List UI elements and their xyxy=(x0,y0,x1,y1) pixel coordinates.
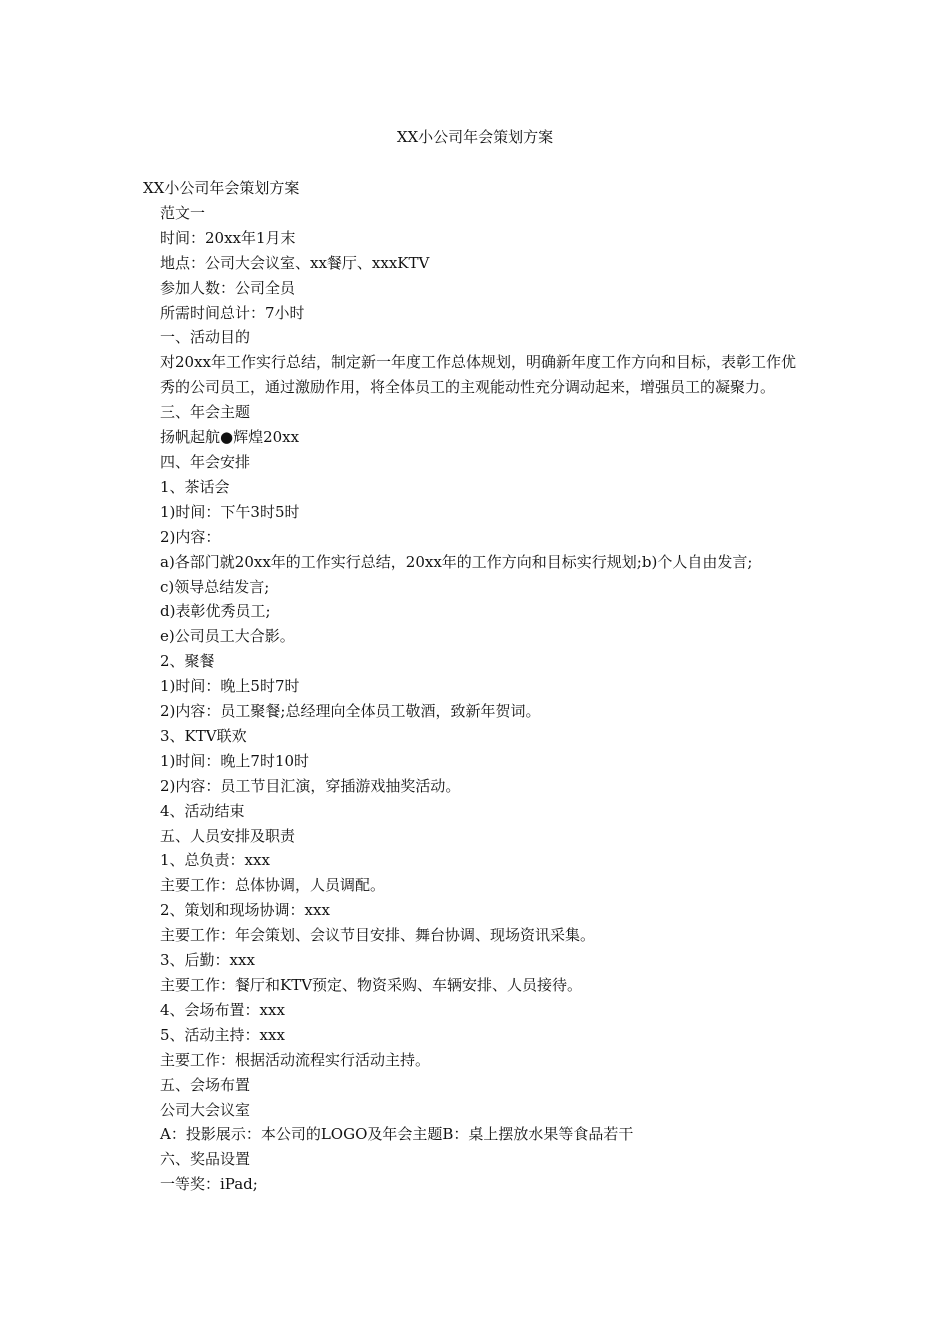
document-heading: XX小公司年会策划方案 xyxy=(143,179,300,197)
doc-line: 3、后勤：xxx xyxy=(160,951,255,970)
page-title: XX小公司年会策划方案 xyxy=(396,128,554,146)
doc-line: A：投影展示：本公司的LOGO及年会主题B：桌上摆放水果等食品若干 xyxy=(160,1125,634,1144)
doc-line: c)领导总结发言; xyxy=(160,577,270,596)
doc-line: 所需时间总计：7小时 xyxy=(160,303,305,322)
doc-line: 4、会场布置：xxx xyxy=(160,1000,285,1019)
section-heading: 一、活动目的 xyxy=(160,328,251,347)
document-body xyxy=(143,176,809,1197)
doc-line: 2、聚餐 xyxy=(160,652,215,671)
doc-line: 2)内容：员工聚餐;总经理向全体员工敬酒，致新年贺词。 xyxy=(160,702,541,721)
doc-line: 地点：公司大会议室、xx餐厅、xxxKTV xyxy=(160,253,430,272)
doc-line: d)表彰优秀员工; xyxy=(160,602,271,621)
purpose-paragraph: 对20xx年工作实行总结，制定新一年度工作总体规划，明确新年度工作方向和目标，表彰工作优秀的公司员工，通过激励作用，将全体员工的主观能动性充分调动起来，增强员工的凝聚力。 xyxy=(160,353,797,397)
doc-line: 1)时间：下午3时5时 xyxy=(160,502,300,521)
doc-line: 2、策划和现场协调：xxx xyxy=(160,901,330,920)
doc-line: 1)时间：晚上7时10时 xyxy=(160,751,310,770)
doc-line: 扬帆起航●辉煌20xx xyxy=(160,428,300,447)
doc-line: 主要工作：年会策划、会议节目安排、舞台协调、现场资讯采集。 xyxy=(160,926,596,945)
doc-line: 2)内容： xyxy=(160,527,221,546)
doc-line: 主要工作：餐厅和KTV预定、物资采购、车辆安排、人员接待。 xyxy=(160,976,583,994)
doc-line: e)公司员工大合影。 xyxy=(160,627,295,646)
doc-line: 参加人数：公司全员 xyxy=(160,278,296,297)
doc-line: 3、KTV联欢 xyxy=(160,726,247,745)
doc-line: 2)内容：员工节目汇演，穿插游戏抽奖活动。 xyxy=(160,776,461,795)
section-heading: 六、奖品设置 xyxy=(160,1150,251,1169)
doc-line: 范文一 xyxy=(160,203,206,222)
doc-line: 1、总负责：xxx xyxy=(160,851,270,870)
doc-line: 主要工作：根据活动流程实行活动主持。 xyxy=(160,1050,431,1069)
section-heading: 五、人员安排及职责 xyxy=(160,826,296,845)
doc-line: 公司大会议室 xyxy=(160,1100,251,1119)
doc-line: 1、茶话会 xyxy=(160,477,230,496)
doc-line: 1)时间：晚上5时7时 xyxy=(160,677,300,696)
section-heading: 四、年会安排 xyxy=(160,452,251,471)
section-heading: 三、年会主题 xyxy=(160,403,251,422)
doc-line: a)各部门就20xx年的工作实行总结，20xx年的工作方向和目标实行规划;b)个人自由发言; xyxy=(160,552,753,571)
doc-line: 时间：20xx年1月末 xyxy=(160,228,296,247)
doc-line: 一等奖：iPad; xyxy=(160,1175,258,1194)
section-heading: 五、会场布置 xyxy=(160,1075,251,1094)
doc-line: 主要工作：总体协调，人员调配。 xyxy=(160,876,386,895)
doc-line: 4、活动结束 xyxy=(160,801,245,820)
doc-line: 5、活动主持：xxx xyxy=(160,1025,285,1044)
